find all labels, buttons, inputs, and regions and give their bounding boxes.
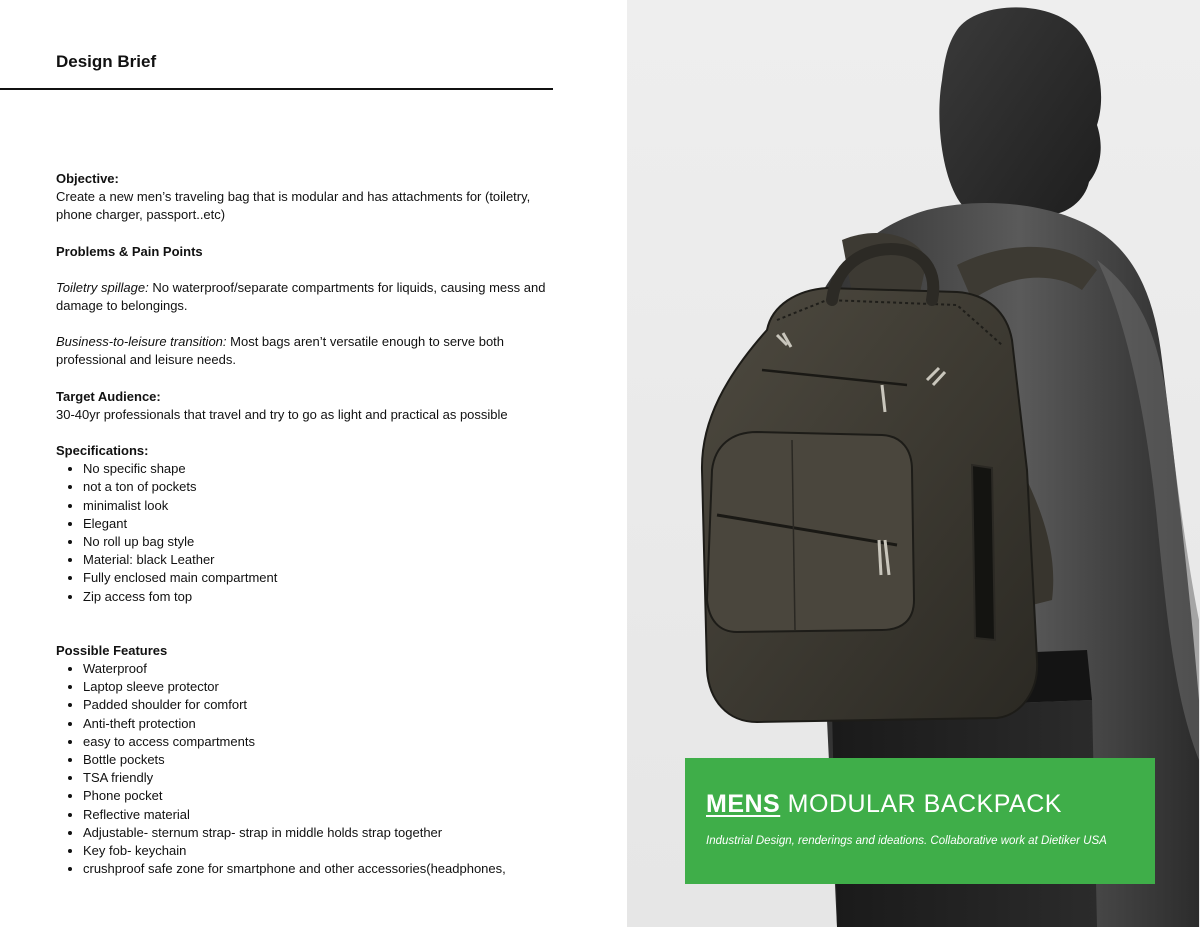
list-item: • Bottle pockets — [83, 751, 556, 769]
pain-point-text: No waterproof/separate compartments for liquids, causing mess and damage to belongings. — [56, 279, 546, 314]
specs-heading: Specifications: — [56, 443, 149, 459]
objective-heading: Objective: — [56, 171, 119, 186]
list-item: • Waterproof — [83, 660, 556, 678]
list-item: • No roll up bag style — [83, 533, 556, 551]
audience-heading: Target Audience: — [56, 388, 161, 404]
pain-point-text: Most bags aren’t versatile enough to serve both professional and leisure needs. — [56, 334, 505, 368]
list-item: • minimalist look — [83, 497, 556, 515]
features-heading: Possible Features — [56, 642, 168, 658]
list-item: • Laptop sleeve protector — [83, 678, 556, 696]
list-item: • Elegant — [83, 515, 556, 533]
list-item: • Anti-theft protection — [83, 715, 556, 733]
pain-point — [56, 279, 556, 315]
list-item: • Key fob- keychain — [83, 842, 556, 860]
list-item: • Material: black Leather — [83, 551, 556, 569]
title-divider — [0, 88, 553, 90]
list-item: • Padded shoulder for comfort — [83, 696, 556, 714]
list-item: • Zip access fom top — [83, 588, 556, 606]
banner-subtitle: Industrial Design, renderings and ideations. Collaborative work at Dietiker USA — [706, 835, 1107, 847]
pain-point — [56, 333, 556, 369]
audience-text: 30-40yr professionals that travel and try to go as light and practical as possible — [56, 406, 508, 422]
banner-title-strong: MENS — [706, 790, 781, 818]
brief-content — [56, 170, 556, 879]
pain-point-label: Toiletry spillage: — [56, 279, 149, 295]
backpack-body — [702, 249, 1037, 722]
specs-list — [56, 460, 556, 606]
list-item: • No specific shape — [83, 460, 556, 478]
list-item: • Fully enclosed main compartment — [83, 569, 556, 587]
banner-title — [706, 790, 1062, 819]
list-item: • crushproof safe zone for smartphone and other accessories(headphones, — [83, 860, 556, 878]
list-item: • Reflective material — [83, 806, 556, 824]
objective-text: Create a new men’s traveling bag that is modular and has attachments for (toiletry, phone charger, passport..etc) — [56, 189, 531, 223]
features-list — [56, 660, 556, 878]
list-item: • easy to access compartments — [83, 733, 556, 751]
problems-heading: Problems & Pain Points — [56, 243, 203, 259]
list-item: • Phone pocket — [83, 787, 556, 805]
banner-title-rest: MODULAR BACKPACK — [780, 790, 1062, 818]
list-item: • not a ton of pockets — [83, 478, 556, 496]
brief-title: Design Brief — [56, 52, 157, 71]
project-banner — [685, 758, 1155, 884]
list-item: • TSA friendly — [83, 769, 556, 787]
list-item: • Adjustable- sternum strap- strap in middle holds strap together — [83, 824, 556, 842]
pain-point-label: Business-to-leisure transition: — [56, 334, 227, 350]
